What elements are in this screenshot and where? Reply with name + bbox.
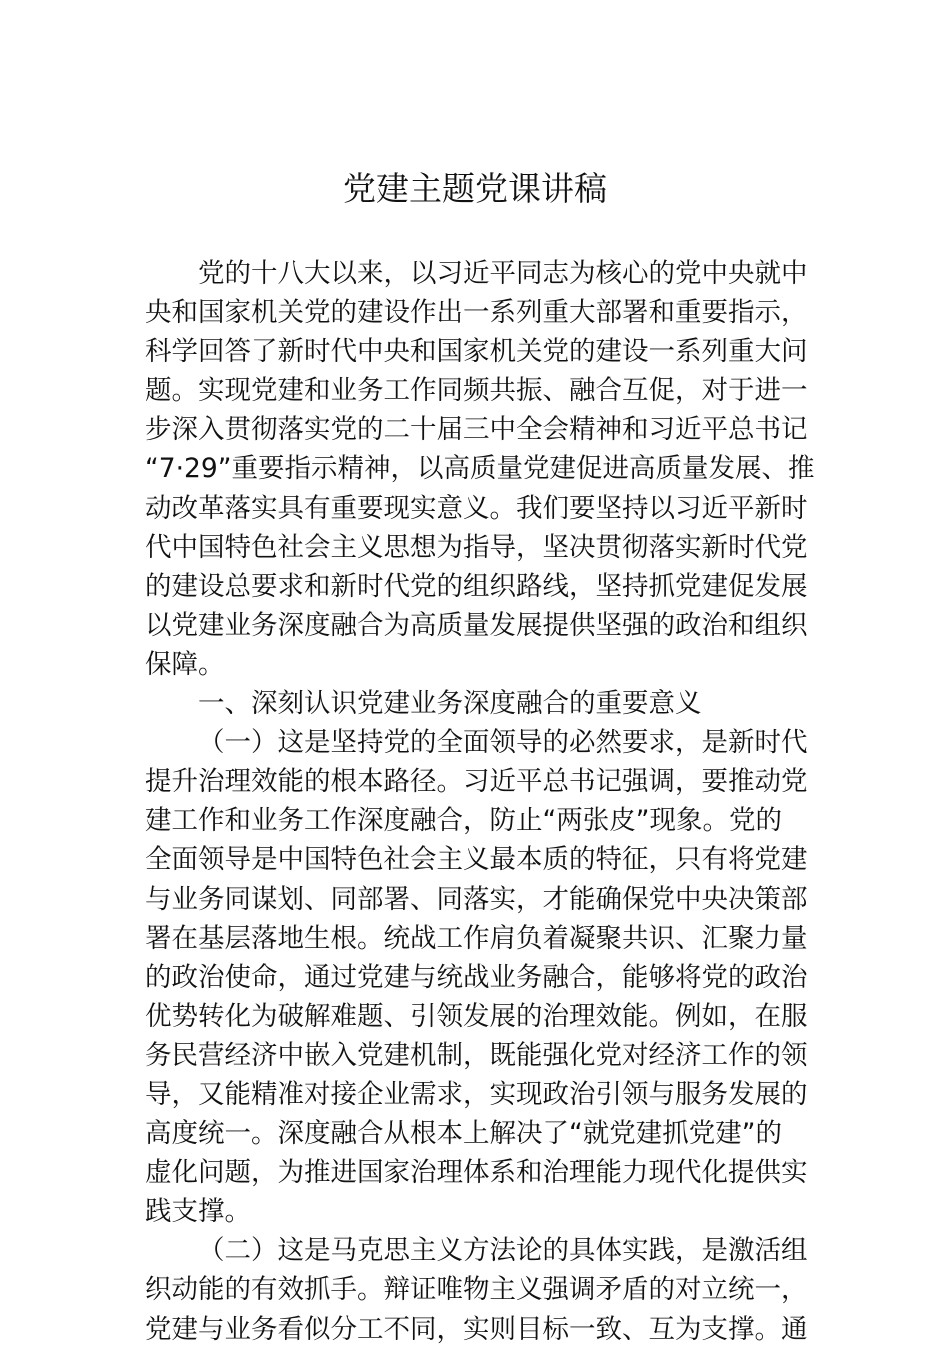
text-line: 步深入贯彻落实党的二十届三中全会精神和习近平总书记: [145, 414, 808, 446]
text-line: 党建与业务看似分工不同，实则目标一致、互为支撑。通: [145, 1313, 808, 1345]
text-line: 署在基层落地生根。统战工作肩负着凝聚共识、汇聚力量: [145, 922, 808, 954]
text-line: 导，又能精准对接企业需求，实现政治引领与服务发展的: [145, 1078, 808, 1110]
text-line: 全面领导是中国特色社会主义最本质的特征，只有将党建: [145, 844, 808, 876]
text-line: 代中国特色社会主义思想为指导，坚决贯彻落实新时代党: [145, 531, 808, 563]
text-line: 织动能的有效抓手。辩证唯物主义强调矛盾的对立统一，: [145, 1274, 808, 1306]
text-line: （二）这是马克思主义方法论的具体实践，是激活组: [198, 1235, 808, 1267]
text-line: 以党建业务深度融合为高质量发展提供坚强的政治和组织: [145, 609, 808, 641]
text-line: 动改革落实具有重要现实意义。我们要坚持以习近平新时: [145, 492, 808, 524]
text-line: 高度统一。深度融合从根本上解决了“就党建抓党建”的: [145, 1118, 782, 1150]
text-line: 的政治使命，通过党建与统战业务融合，能够将党的政治: [145, 961, 808, 993]
text-line: 党的十八大以来，以习近平同志为核心的党中央就中: [198, 258, 808, 289]
text-line: 保障。: [145, 648, 225, 680]
text-line: （一）这是坚持党的全面领导的必然要求，是新时代: [198, 727, 808, 759]
text-line: 提升治理效能的根本路径。习近平总书记强调，要推动党: [145, 766, 808, 798]
text-line: 央和国家机关党的建设作出一系列重大部署和重要指示，: [145, 297, 808, 329]
text-line: 科学回答了新时代中央和国家机关党的建设一系列重大问: [145, 336, 808, 368]
text-line: 与业务同谋划、同部署、同落实，才能确保党中央决策部: [145, 883, 808, 915]
document-title: 党建主题党课讲稿: [343, 169, 607, 208]
text-line: 优势转化为破解难题、引领发展的治理效能。例如，在服: [145, 1000, 808, 1032]
text-line: 建工作和业务工作深度融合，防止“两张皮”现象。党的: [145, 805, 782, 837]
text-line: 践支撑。: [145, 1196, 251, 1228]
document-body: [145, 254, 825, 1349]
text-line: 务民营经济中嵌入党建机制，既能强化党对经济工作的领: [145, 1039, 808, 1071]
text-line: “7·29”重要指示精神，以高质量党建促进高质量发展、推: [145, 453, 815, 485]
text-line: 题。实现党建和业务工作同频共振、融合互促，对于进一: [145, 375, 808, 407]
text-line: 虚化问题，为推进国家治理体系和治理能力现代化提供实: [145, 1157, 808, 1189]
text-line: 一、深刻认识党建业务深度融合的重要意义: [198, 688, 702, 720]
text-line: 的建设总要求和新时代党的组织路线，坚持抓党建促发展: [145, 570, 808, 602]
